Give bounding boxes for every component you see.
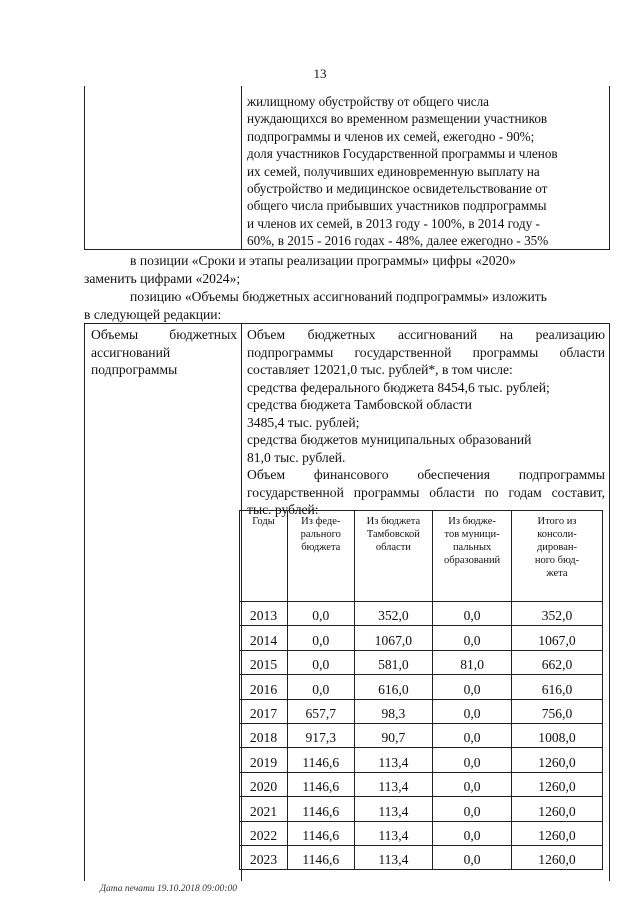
cell-year: 2019 <box>240 748 288 772</box>
cell-federal: 1146,6 <box>288 772 354 796</box>
budget-table <box>84 323 610 881</box>
cell-federal: 917,3 <box>288 723 354 747</box>
cell-total: 1260,0 <box>511 821 602 845</box>
cell-total: 1260,0 <box>511 772 602 796</box>
header-line: жета <box>546 568 568 579</box>
cell-regional: 1067,0 <box>354 626 433 650</box>
cell-total: 1008,0 <box>511 723 602 747</box>
text-line: доля участников Государственной программы и членов <box>247 146 558 162</box>
cell-federal: 1146,6 <box>288 821 354 845</box>
budget-text-line: средства бюджетов муниципальных образований <box>247 432 532 447</box>
cell-federal: 0,0 <box>288 675 354 699</box>
paragraph-budget-line2: в следующей редакции: <box>84 307 222 322</box>
text-line: жилищному обустройству от общего числа <box>247 94 490 109</box>
header-line: образований <box>444 555 501 566</box>
table-row <box>240 821 603 845</box>
budget-label-line: подпрограммы <box>91 362 178 377</box>
header-line: Годы <box>252 516 275 527</box>
budget-table-left-cell <box>85 324 242 881</box>
text-line: 60%, в 2015 - 2016 годах - 48%, далее ежегодно - 35% <box>247 233 549 249</box>
paragraph-deadlines-line1: в позиции «Сроки и этапы реализации программы» цифры «2020» <box>130 253 516 268</box>
continuation-table-right-cell <box>247 93 605 250</box>
table-row <box>240 675 603 699</box>
table-row <box>240 845 603 869</box>
header-federal <box>288 511 354 602</box>
header-line: Из феде- <box>301 516 341 527</box>
cell-municipal: 0,0 <box>433 675 512 699</box>
cell-total: 662,0 <box>511 650 602 674</box>
header-years <box>240 511 288 602</box>
cell-year: 2021 <box>240 797 288 821</box>
finance-by-year-table <box>239 510 603 870</box>
cell-municipal: 0,0 <box>433 602 512 626</box>
cell-total: 352,0 <box>511 602 602 626</box>
budget-text-line: 3485,4 тыс. рублей; <box>247 414 360 430</box>
text-line: их семей, получивших единовременную выплату на <box>247 163 540 179</box>
finance-table-header-row <box>240 511 603 602</box>
cell-federal: 1146,6 <box>288 797 354 821</box>
cell-regional: 581,0 <box>354 650 433 674</box>
budget-text-line: составляет 12021,0 тыс. рублей*, в том числе: <box>247 362 513 377</box>
cell-municipal: 0,0 <box>433 797 512 821</box>
cell-regional: 113,4 <box>354 797 433 821</box>
header-line: дирован- <box>536 542 578 553</box>
cell-regional: 616,0 <box>354 675 433 699</box>
text-line: обустройство и медицинское освидетельствование от <box>247 181 548 197</box>
table-row <box>240 699 603 723</box>
header-line: ного бюд- <box>534 555 580 566</box>
text-line: нуждающихся во временном размещении участников <box>247 111 548 127</box>
header-regional <box>354 511 433 602</box>
header-total <box>511 511 602 602</box>
cell-regional: 113,4 <box>354 772 433 796</box>
cell-year: 2015 <box>240 650 288 674</box>
cell-regional: 113,4 <box>354 821 433 845</box>
header-line: области <box>375 542 411 553</box>
cell-federal: 0,0 <box>288 602 354 626</box>
header-municipal <box>433 511 512 602</box>
header-line: Из бюджета <box>366 516 421 527</box>
cell-total: 1260,0 <box>511 797 602 821</box>
cell-regional: 90,7 <box>354 723 433 747</box>
cell-total: 616,0 <box>511 675 602 699</box>
budget-table-right-cell <box>247 326 605 519</box>
cell-year: 2018 <box>240 723 288 747</box>
budget-label-line: Объемы бюджетных <box>91 327 237 342</box>
text-line: общего числа прибывших участников подпрограммы <box>247 198 547 214</box>
cell-municipal: 0,0 <box>433 845 512 869</box>
print-date: Дата печати 19.10.2018 09:00:00 <box>100 884 237 894</box>
table-row <box>240 797 603 821</box>
cell-total: 1260,0 <box>511 845 602 869</box>
cell-municipal: 0,0 <box>433 699 512 723</box>
header-line: пальных <box>452 542 492 553</box>
cell-regional: 98,3 <box>354 699 433 723</box>
cell-year: 2014 <box>240 626 288 650</box>
header-line: Из бюдже- <box>448 516 496 527</box>
cell-year: 2022 <box>240 821 288 845</box>
header-line: бюджета <box>301 542 341 553</box>
table-row <box>240 723 603 747</box>
cell-year: 2023 <box>240 845 288 869</box>
header-line: Тамбовской <box>366 529 420 540</box>
table-row <box>240 748 603 772</box>
budget-text-line: Объем бюджетных ассигнований на реализацию <box>247 327 605 342</box>
table-row <box>240 772 603 796</box>
cell-year: 2017 <box>240 699 288 723</box>
cell-year: 2013 <box>240 602 288 626</box>
paragraph-budget-line1: позицию «Объемы бюджетных ассигнований подпрограммы» изложить <box>130 289 547 304</box>
text-line: подпрограммы и членов их семей, ежегодно - 90%; <box>247 128 535 144</box>
cell-municipal: 0,0 <box>433 626 512 650</box>
budget-text-line: Объем финансового обеспечения подпрограммы <box>247 467 605 482</box>
text-line: и членов их семей, в 2013 году - 100%, в 2014 году - <box>247 215 540 231</box>
header-line: рального <box>300 529 341 540</box>
cell-regional: 352,0 <box>354 602 433 626</box>
cell-year: 2016 <box>240 675 288 699</box>
cell-regional: 113,4 <box>354 845 433 869</box>
budget-text-line: средства бюджета Тамбовской области <box>247 397 472 412</box>
cell-federal: 1146,6 <box>288 748 354 772</box>
budget-text-line: 81,0 тыс. рублей. <box>247 449 346 465</box>
cell-municipal: 81,0 <box>433 650 512 674</box>
budget-text-line: средства федерального бюджета 8454,6 тыс. рублей; <box>247 379 550 395</box>
table-row <box>240 650 603 674</box>
cell-regional: 113,4 <box>354 748 433 772</box>
budget-text-line: государственной программы области по годам составит, <box>247 484 605 500</box>
header-line: Итого из <box>537 516 577 527</box>
header-line: консоли- <box>537 529 577 540</box>
cell-total: 756,0 <box>511 699 602 723</box>
cell-federal: 0,0 <box>288 650 354 674</box>
cell-municipal: 0,0 <box>433 772 512 796</box>
cell-federal: 1146,6 <box>288 845 354 869</box>
budget-text-line: подпрограммы государственной программы области <box>247 344 605 360</box>
cell-municipal: 0,0 <box>433 821 512 845</box>
table-row <box>240 626 603 650</box>
header-line: тов муници- <box>444 529 500 540</box>
cell-municipal: 0,0 <box>433 748 512 772</box>
table-row <box>240 602 603 626</box>
cell-federal: 657,7 <box>288 699 354 723</box>
continuation-table <box>84 86 610 250</box>
cell-total: 1260,0 <box>511 748 602 772</box>
cell-total: 1067,0 <box>511 626 602 650</box>
cell-year: 2020 <box>240 772 288 796</box>
page-number: 13 <box>313 66 327 81</box>
cell-federal: 0,0 <box>288 626 354 650</box>
cell-municipal: 0,0 <box>433 723 512 747</box>
continuation-table-left-cell <box>85 86 242 249</box>
budget-text-line: тыс. рублей: <box>247 502 319 517</box>
budget-label-line: ассигнований <box>91 344 171 360</box>
paragraph-deadlines-line2: заменить цифрами «2024»; <box>84 271 241 286</box>
